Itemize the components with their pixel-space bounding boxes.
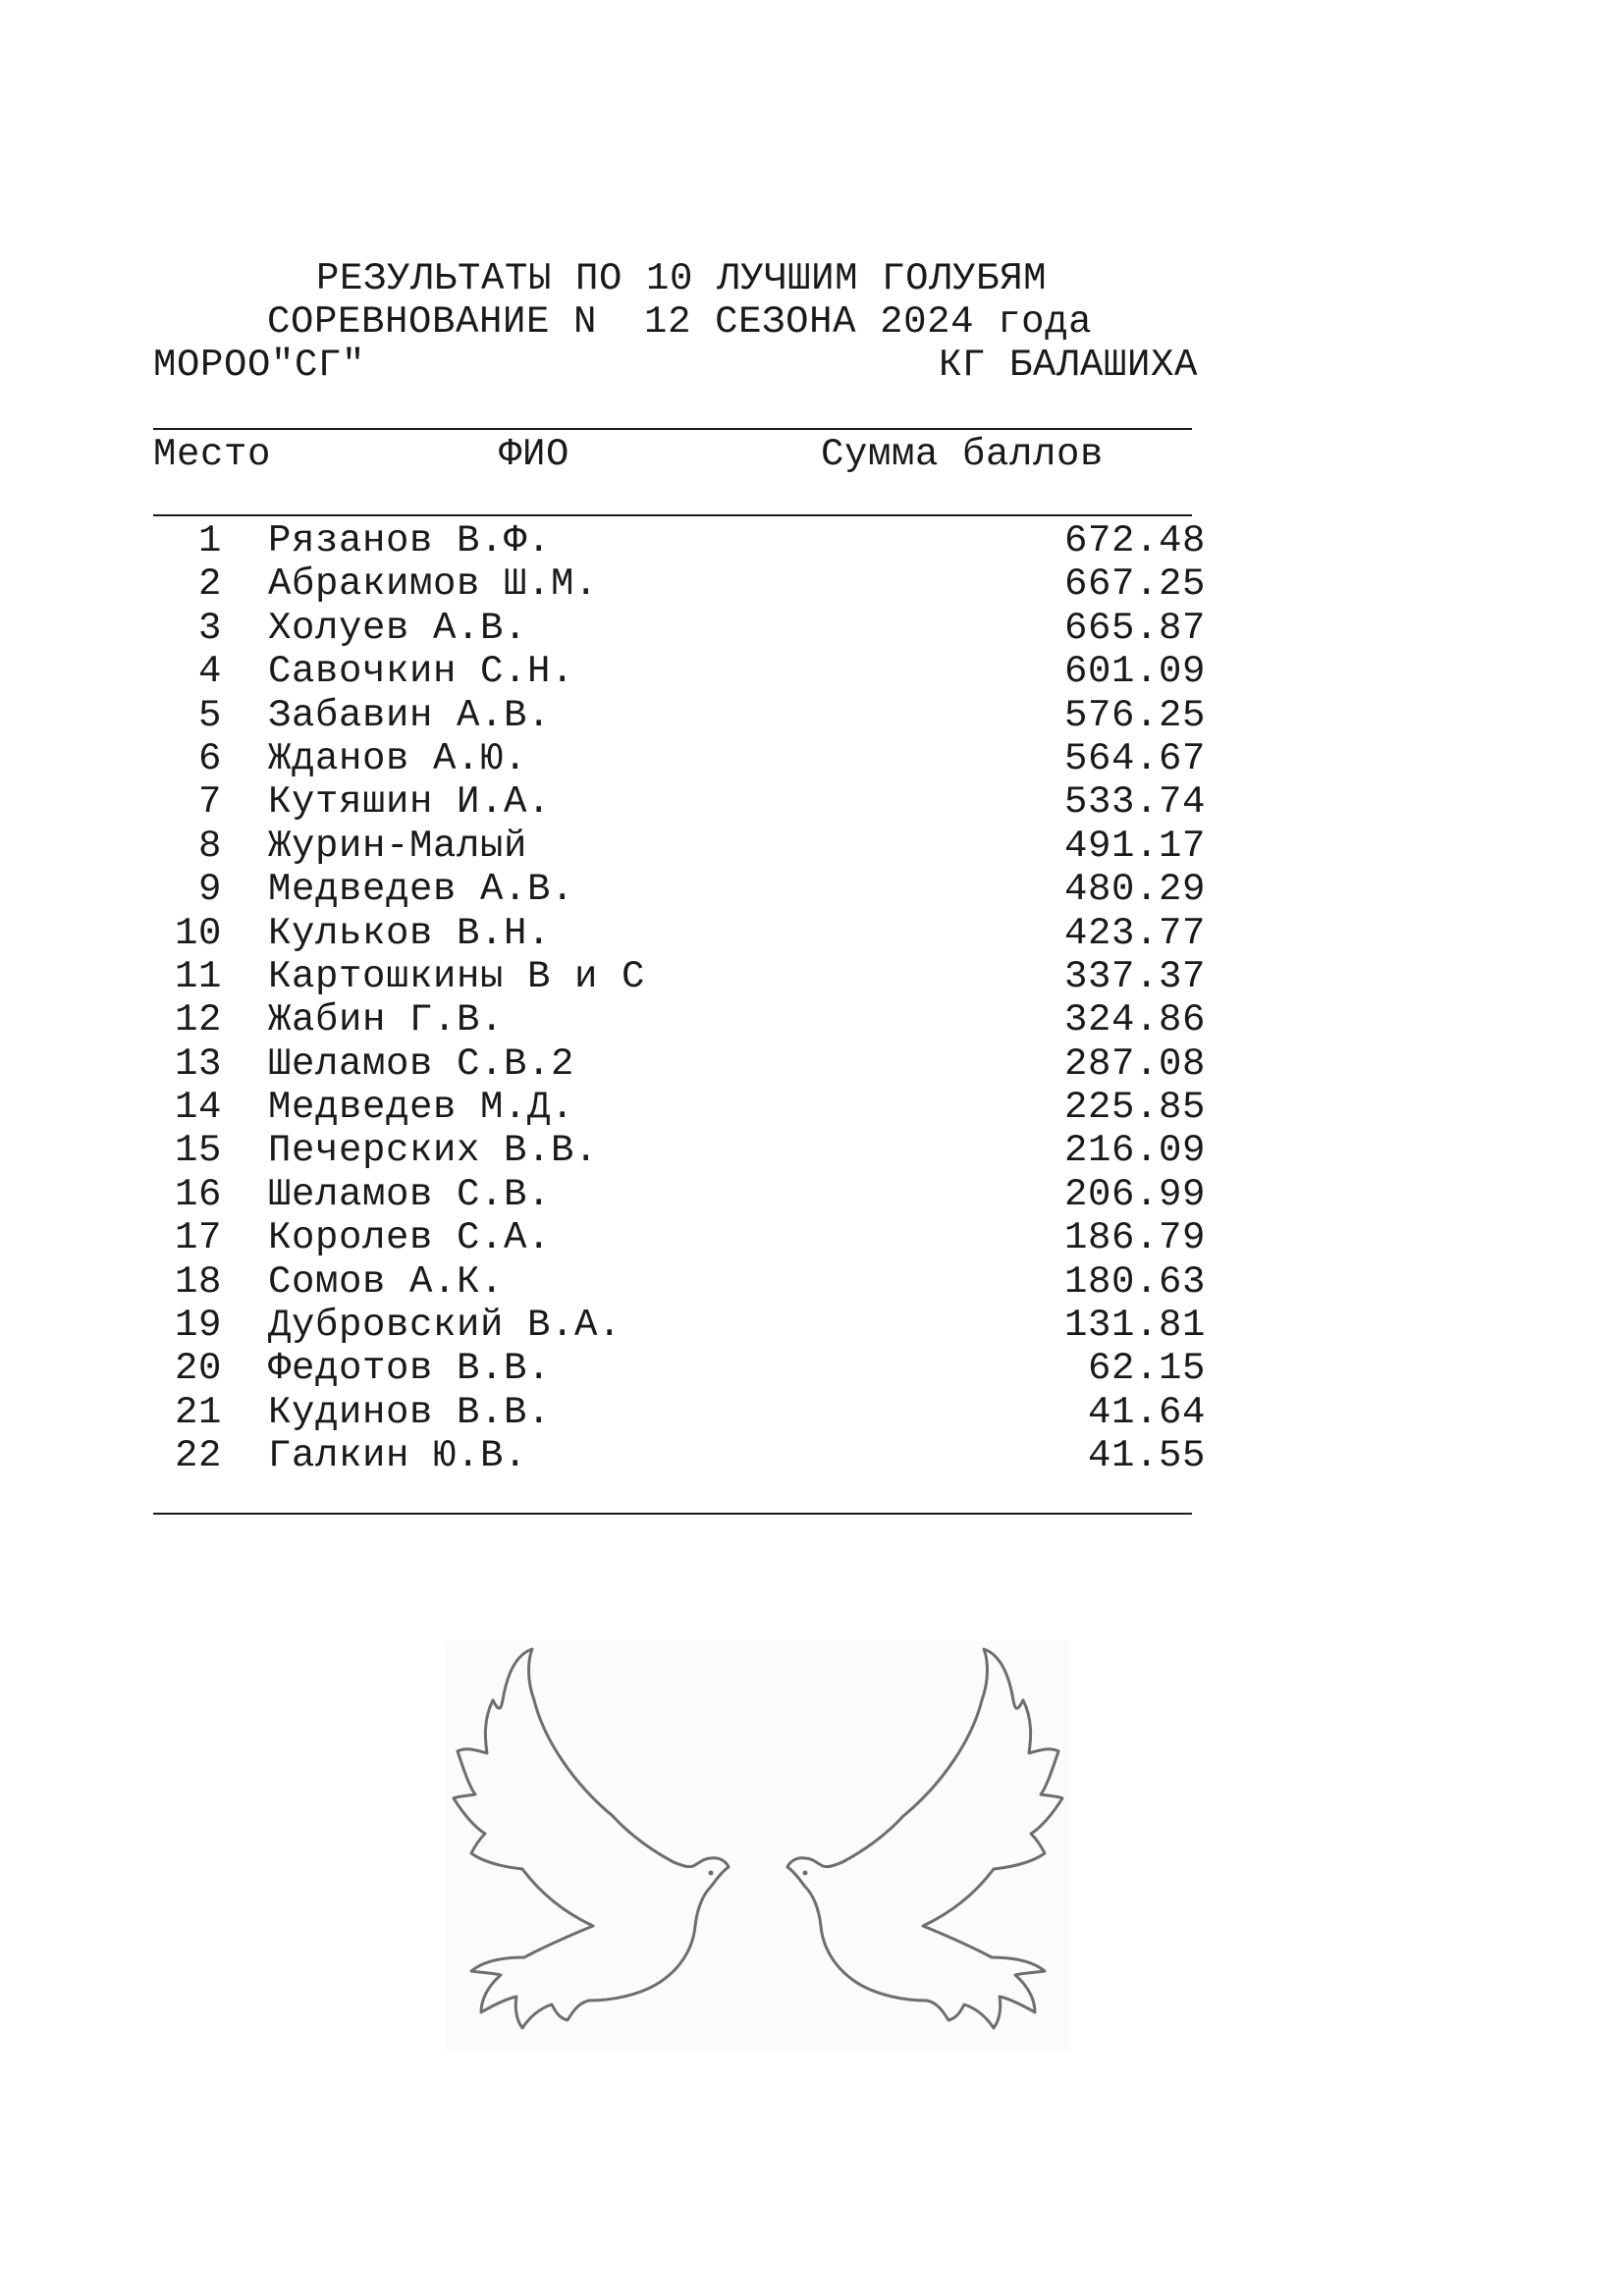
table-row bbox=[153, 1041, 1206, 1086]
row-score: 216.09 bbox=[1063, 1129, 1206, 1173]
table-row bbox=[153, 736, 1206, 780]
row-name: Картошкины В и С bbox=[268, 954, 646, 998]
row-score: 601.09 bbox=[1063, 650, 1206, 694]
row-place: 2 bbox=[197, 562, 222, 607]
table-header-divider bbox=[153, 514, 1192, 516]
row-place: 10 bbox=[174, 911, 222, 955]
row-score: 41.55 bbox=[1087, 1434, 1206, 1478]
page-subtitle: СОРЕВНОВАНИЕ N 12 СЕЗОНА 2024 года bbox=[267, 300, 1093, 344]
row-place: 11 bbox=[174, 954, 222, 998]
table-row bbox=[153, 1304, 1206, 1348]
row-name: Шеламов С.В.2 bbox=[268, 1041, 575, 1086]
row-name: Сомов А.К. bbox=[268, 1259, 505, 1304]
table-row bbox=[153, 1129, 1206, 1173]
row-place: 6 bbox=[197, 736, 222, 780]
row-place: 17 bbox=[174, 1216, 222, 1260]
row-score: 62.15 bbox=[1087, 1347, 1206, 1391]
row-score: 564.67 bbox=[1063, 736, 1206, 780]
row-place: 15 bbox=[174, 1129, 222, 1173]
club-name: КГ БАЛАШИХА bbox=[939, 344, 1199, 387]
row-place: 9 bbox=[197, 868, 222, 912]
row-place: 13 bbox=[174, 1041, 222, 1086]
row-score: 576.25 bbox=[1063, 693, 1206, 737]
row-score: 225.85 bbox=[1063, 1086, 1206, 1130]
table-row bbox=[153, 824, 1206, 868]
row-name: Жданов А.Ю. bbox=[268, 736, 528, 780]
column-header-name: ФИО bbox=[499, 433, 570, 476]
table-row bbox=[153, 998, 1206, 1042]
row-name: Кульков В.Н. bbox=[268, 911, 552, 955]
row-place: 3 bbox=[197, 606, 222, 650]
table-row bbox=[153, 1390, 1206, 1434]
row-score: 287.08 bbox=[1063, 1041, 1206, 1086]
row-score: 480.29 bbox=[1063, 868, 1206, 912]
row-score: 186.79 bbox=[1063, 1216, 1206, 1260]
row-score: 423.77 bbox=[1063, 911, 1206, 955]
row-place: 19 bbox=[174, 1304, 222, 1348]
row-score: 491.17 bbox=[1063, 824, 1206, 868]
row-place: 4 bbox=[197, 650, 222, 694]
row-name: Медведев М.Д. bbox=[268, 1086, 575, 1130]
column-header-place: Место bbox=[153, 433, 272, 476]
row-name: Галкин Ю.В. bbox=[268, 1434, 528, 1478]
row-name: Королев С.А. bbox=[268, 1216, 552, 1260]
table-row bbox=[153, 911, 1206, 955]
row-place: 14 bbox=[174, 1086, 222, 1130]
page-title: РЕЗУЛЬТАТЫ ПО 10 ЛУЧШИМ ГОЛУБЯМ bbox=[316, 257, 1048, 300]
row-place: 22 bbox=[174, 1434, 222, 1478]
row-score: 533.74 bbox=[1063, 780, 1206, 825]
table-row bbox=[153, 1086, 1206, 1130]
row-score: 206.99 bbox=[1063, 1172, 1206, 1216]
row-name: Кутяшин И.А. bbox=[268, 780, 552, 825]
row-name: Кудинов В.В. bbox=[268, 1390, 552, 1434]
table-row bbox=[153, 693, 1206, 737]
row-place: 18 bbox=[174, 1259, 222, 1304]
left-dove-eye bbox=[709, 1871, 714, 1876]
table-row bbox=[153, 1434, 1206, 1478]
row-name: Рязанов В.Ф. bbox=[268, 519, 552, 562]
row-name: Дубровский В.А. bbox=[268, 1304, 623, 1348]
table-row bbox=[153, 1347, 1206, 1391]
table-top-divider bbox=[153, 428, 1192, 430]
row-name: Федотов В.В. bbox=[268, 1347, 552, 1391]
table-row bbox=[153, 1259, 1206, 1304]
table-row bbox=[153, 1216, 1206, 1260]
row-place: 7 bbox=[197, 780, 222, 825]
row-place: 20 bbox=[174, 1347, 222, 1391]
row-score: 337.37 bbox=[1063, 954, 1206, 998]
table-row bbox=[153, 780, 1206, 825]
table-bottom-divider bbox=[153, 1513, 1192, 1515]
row-name: Шеламов С.В. bbox=[268, 1172, 552, 1216]
table-row bbox=[153, 650, 1206, 694]
row-name: Журин-Малый bbox=[268, 824, 528, 868]
table-row bbox=[153, 868, 1206, 912]
row-score: 131.81 bbox=[1063, 1304, 1206, 1348]
row-score: 665.87 bbox=[1063, 606, 1206, 650]
row-name: Абракимов Ш.М. bbox=[268, 562, 599, 607]
row-place: 12 bbox=[174, 998, 222, 1042]
table-row bbox=[153, 562, 1206, 607]
results-table-body bbox=[153, 519, 1206, 1478]
row-place: 16 bbox=[174, 1172, 222, 1216]
row-place: 1 bbox=[197, 519, 222, 562]
row-place: 8 bbox=[197, 824, 222, 868]
row-name: Медведев А.В. bbox=[268, 868, 575, 912]
row-score: 41.64 bbox=[1087, 1390, 1206, 1434]
table-row bbox=[153, 606, 1206, 650]
two-doves-icon bbox=[446, 1641, 1070, 2052]
row-score: 672.48 bbox=[1063, 519, 1206, 562]
row-name: Савочкин С.Н. bbox=[268, 650, 575, 694]
row-place: 5 bbox=[197, 693, 222, 737]
row-score: 667.25 bbox=[1063, 562, 1206, 607]
table-row bbox=[153, 519, 1206, 562]
row-place: 21 bbox=[174, 1390, 222, 1434]
row-name: Забавин А.В. bbox=[268, 693, 552, 737]
organization-name: МОРОО"СГ" bbox=[153, 344, 366, 387]
row-name: Холуев А.В. bbox=[268, 606, 528, 650]
table-row bbox=[153, 954, 1206, 998]
row-score: 324.86 bbox=[1063, 998, 1206, 1042]
right-dove-eye bbox=[803, 1871, 808, 1876]
column-header-score: Сумма баллов bbox=[821, 433, 1105, 476]
row-name: Печерских В.В. bbox=[268, 1129, 599, 1173]
row-score: 180.63 bbox=[1063, 1259, 1206, 1304]
table-row bbox=[153, 1172, 1206, 1216]
row-name: Жабин Г.В. bbox=[268, 998, 505, 1042]
